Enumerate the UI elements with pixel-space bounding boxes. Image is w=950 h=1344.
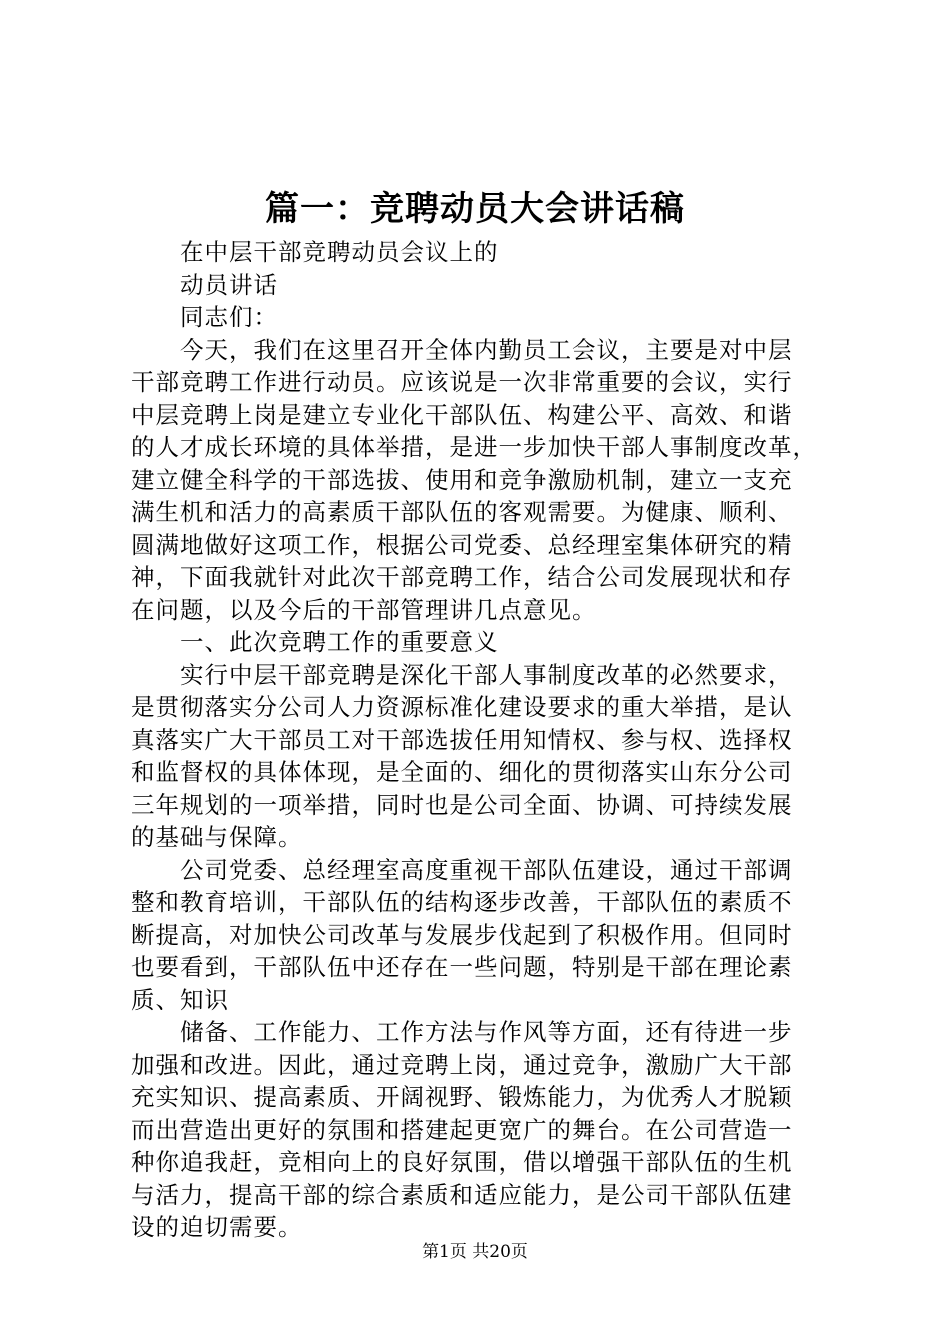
text-line: 储备、工作能力、工作方法与作风等方面，还有待进一步	[180, 1018, 793, 1046]
text-line: 动员讲话	[180, 270, 278, 299]
text-line: 干部竞聘工作进行动员。应该说是一次非常重要的会议，实行	[131, 368, 793, 396]
text-line: 今天，我们在这里召开全体内勤员工会议，主要是对中层	[180, 335, 793, 364]
text-line: 圆满地做好这项工作，根据公司党委、总经理室集体研究的精	[131, 530, 793, 559]
text-line: 充实知识、提高素质、开阔视野、锻炼能力，为优秀人才脱颖	[131, 1083, 793, 1111]
text-line: 设的迫切需要。	[131, 1213, 303, 1241]
text-line: 的基础与保障。	[131, 823, 303, 851]
text-line: 而出营造出更好的氛围和搭建起更宽广的舞台。在公司营造一	[131, 1115, 793, 1144]
text-line: 中层竞聘上岗是建立专业化干部队伍、构建公平、高效、和谐	[131, 400, 793, 429]
text-line: 的人才成长环境的具体举措，是进一步加快干部人事制度改革，	[131, 433, 817, 461]
text-line: 整和教育培训，干部队伍的结构逐步改善，干部队伍的素质不	[131, 888, 793, 916]
text-line: 加强和改进。因此，通过竞聘上岗，通过竞争，激励广大干部	[131, 1050, 793, 1079]
text-line: 同志们：	[180, 303, 278, 331]
text-line: 实行中层干部竞聘是深化干部人事制度改革的必然要求，	[180, 660, 793, 689]
text-line: 建立健全科学的干部选拔、使用和竞争激励机制，建立一支充	[131, 465, 793, 494]
text-line: 和监督权的具体体现，是全面的、细化的贯彻落实山东分公司	[131, 758, 793, 786]
text-line: 在问题，以及今后的干部管理讲几点意见。	[131, 595, 597, 624]
page-footer: 第1页 共20页	[422, 1242, 528, 1262]
text-line: 与活力，提高干部的综合素质和适应能力，是公司干部队伍建	[131, 1180, 793, 1209]
document-title: 篇一：竞聘动员大会讲话稿	[265, 189, 685, 229]
text-line: 是贯彻落实分公司人力资源标准化建设要求的重大举措，是认	[131, 693, 793, 721]
text-line: 也要看到，干部队伍中还存在一些问题，特别是干部在理论素	[131, 953, 793, 981]
text-line: 公司党委、总经理室高度重视干部队伍建设，通过干部调	[180, 855, 793, 884]
text-line: 满生机和活力的高素质干部队伍的客观需要。为健康、顺利、	[131, 498, 793, 526]
document-body	[131, 236, 841, 1244]
text-line: 断提高，对加快公司改革与发展步伐起到了积极作用。但同时	[131, 920, 793, 949]
text-line: 种你追我赶，竞相向上的良好氛围，借以增强干部队伍的生机	[131, 1148, 793, 1176]
text-line: 在中层干部竞聘动员会议上的	[180, 238, 499, 266]
text-line: 质、知识	[131, 985, 229, 1014]
text-line: 真落实广大干部员工对干部选拔任用知情权、参与权、选择权	[131, 725, 793, 754]
text-line: 三年规划的一项举措，同时也是公司全面、协调、可持续发展	[131, 790, 793, 819]
text-line: 神，下面我就针对此次干部竞聘工作，结合公司发展现状和存	[131, 563, 793, 591]
text-line: 一、此次竞聘工作的重要意义	[180, 628, 499, 656]
